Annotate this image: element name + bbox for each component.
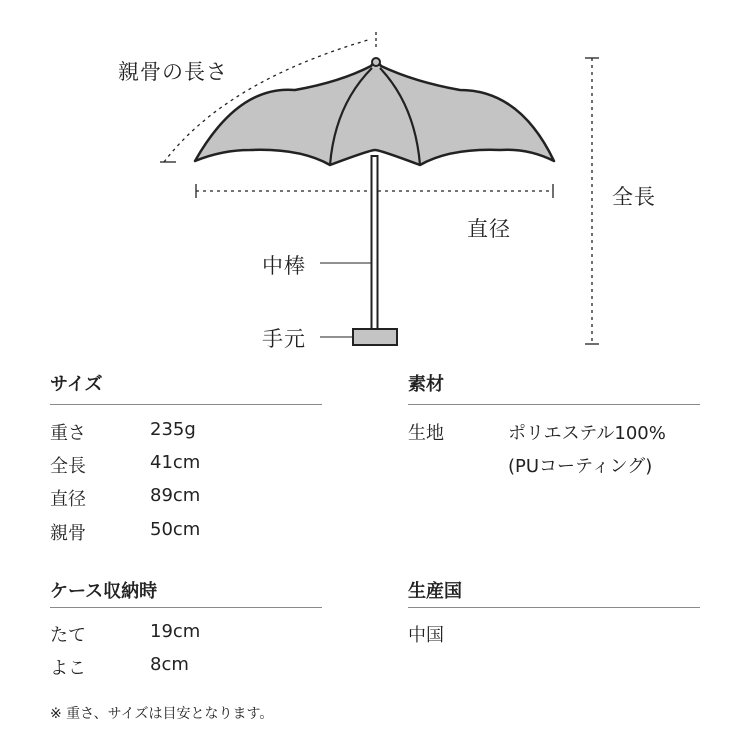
material-section-rule <box>408 404 700 405</box>
origin-section-rule <box>408 607 700 608</box>
case-row-label: よこ <box>50 658 86 679</box>
material-section-title: 素材 <box>408 374 444 395</box>
case-section-title: ケース収納時 <box>50 581 158 602</box>
footnote: ※ 重さ、サイズは目安となります。 <box>50 706 274 722</box>
material-row-fabric <box>408 419 700 479</box>
case-row-value: 8cm <box>150 654 189 675</box>
case-row-value: 19cm <box>150 621 201 642</box>
origin-section-title: 生産国 <box>408 581 462 602</box>
material-row-label: 生地 <box>408 423 444 444</box>
size-row-label: 親骨 <box>50 523 86 544</box>
handle-grip <box>353 329 397 345</box>
diameter-label: 直径 <box>467 217 511 241</box>
rib-length-label: 親骨の長さ <box>118 60 228 84</box>
umbrella-diagram <box>0 0 750 360</box>
canopy <box>195 62 554 165</box>
total-length-label: 全長 <box>612 185 656 209</box>
size-row-value: 41cm <box>150 452 201 473</box>
shaft <box>372 156 378 330</box>
case-row-label: たて <box>50 625 86 646</box>
origin-row-label: 中国 <box>408 625 444 646</box>
canopy-tip <box>372 58 380 66</box>
size-row-label: 全長 <box>50 456 86 477</box>
size-row-label: 直径 <box>50 489 86 510</box>
shaft-label: 中棒 <box>262 254 306 278</box>
size-row-label: 重さ <box>50 423 86 444</box>
size-section-title: サイズ <box>50 374 103 395</box>
case-section-rule <box>50 607 322 608</box>
size-row-value: 50cm <box>150 519 201 540</box>
size-row-value: 235g <box>150 419 196 440</box>
handle-label: 手元 <box>262 327 306 351</box>
size-row-value: 89cm <box>150 485 201 506</box>
material-row-value-note: (PUコーティング) <box>508 456 653 477</box>
material-row-value: ポリエステル100% <box>508 423 666 444</box>
size-section-rule <box>50 404 322 405</box>
